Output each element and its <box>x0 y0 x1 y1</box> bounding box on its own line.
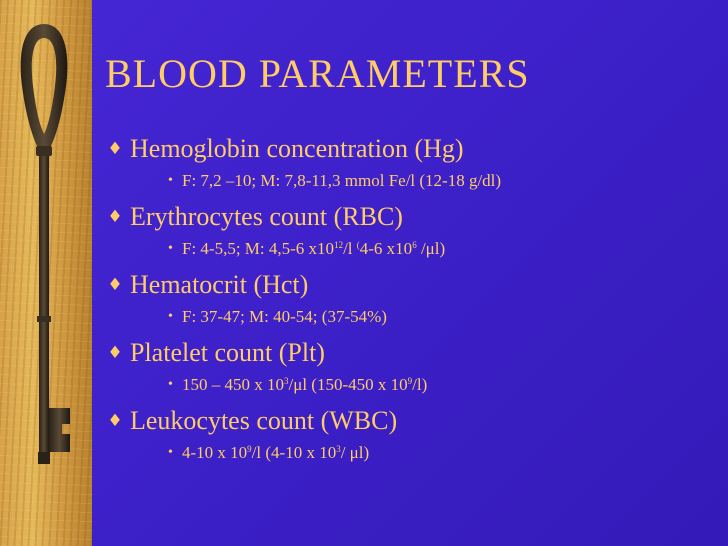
range-text: 4-6 x10 <box>359 239 413 258</box>
parameter-range <box>182 307 387 327</box>
list-item <box>100 268 710 332</box>
parameter-list <box>100 132 710 472</box>
parameter-name: Hemoglobin concentration (Hg) <box>130 134 464 163</box>
superscript-text: 12 <box>334 240 344 250</box>
parameter-range <box>182 443 369 463</box>
range-text: F: 7,2 –10; M: 7,8-11,3 mmol Fe/l (12-18 g/dl) <box>182 171 502 190</box>
superscript-text: 9 <box>407 376 413 386</box>
parameter-range <box>182 239 445 259</box>
range-text: /l) <box>412 375 428 394</box>
list-item <box>100 200 710 264</box>
parameter-range <box>182 375 427 395</box>
range-text: /l <box>343 239 357 258</box>
list-item <box>100 404 710 468</box>
superscript-text: 3 <box>284 376 289 386</box>
antique-key-icon <box>8 16 80 486</box>
dot-icon: • <box>168 445 173 460</box>
dot-icon: • <box>168 309 173 324</box>
range-text: /l (4-10 x 10 <box>251 443 337 462</box>
parameter-name: Hematocrit (Hct) <box>130 270 309 299</box>
parameter-name: Leukocytes count (WBC) <box>130 406 398 435</box>
range-text: /μl) <box>416 239 446 258</box>
list-item <box>100 132 710 196</box>
dot-icon: • <box>168 241 173 256</box>
parameter-range <box>182 171 501 191</box>
superscript-text: 3 <box>336 444 341 454</box>
dot-icon: • <box>168 377 173 392</box>
range-text: 150 – 450 x 10 <box>182 375 284 394</box>
dot-icon: • <box>168 173 173 188</box>
diamond-icon: ♦ <box>107 139 123 159</box>
range-text: /μl (150-450 x 10 <box>288 375 408 394</box>
range-text: F: 4-5,5; M: 4,5-6 x10 <box>182 239 335 258</box>
superscript-text: 6 <box>412 240 417 250</box>
list-item <box>100 336 710 400</box>
range-text: 4-10 x 10 <box>182 443 248 462</box>
parameter-name: Platelet count (Plt) <box>130 338 325 367</box>
diamond-icon: ♦ <box>107 411 123 431</box>
diamond-icon: ♦ <box>107 275 123 295</box>
range-text: F: 37-47; M: 40-54; (37-54%) <box>182 307 387 326</box>
parameter-name: Erythrocytes count (RBC) <box>130 202 403 231</box>
slide-title: BLOOD PARAMETERS <box>105 51 530 96</box>
superscript-text: 9 <box>247 444 252 454</box>
range-text: / μl) <box>340 443 370 462</box>
superscript-text: ( <box>356 240 360 250</box>
diamond-icon: ♦ <box>107 343 123 363</box>
diamond-icon: ♦ <box>107 207 123 227</box>
